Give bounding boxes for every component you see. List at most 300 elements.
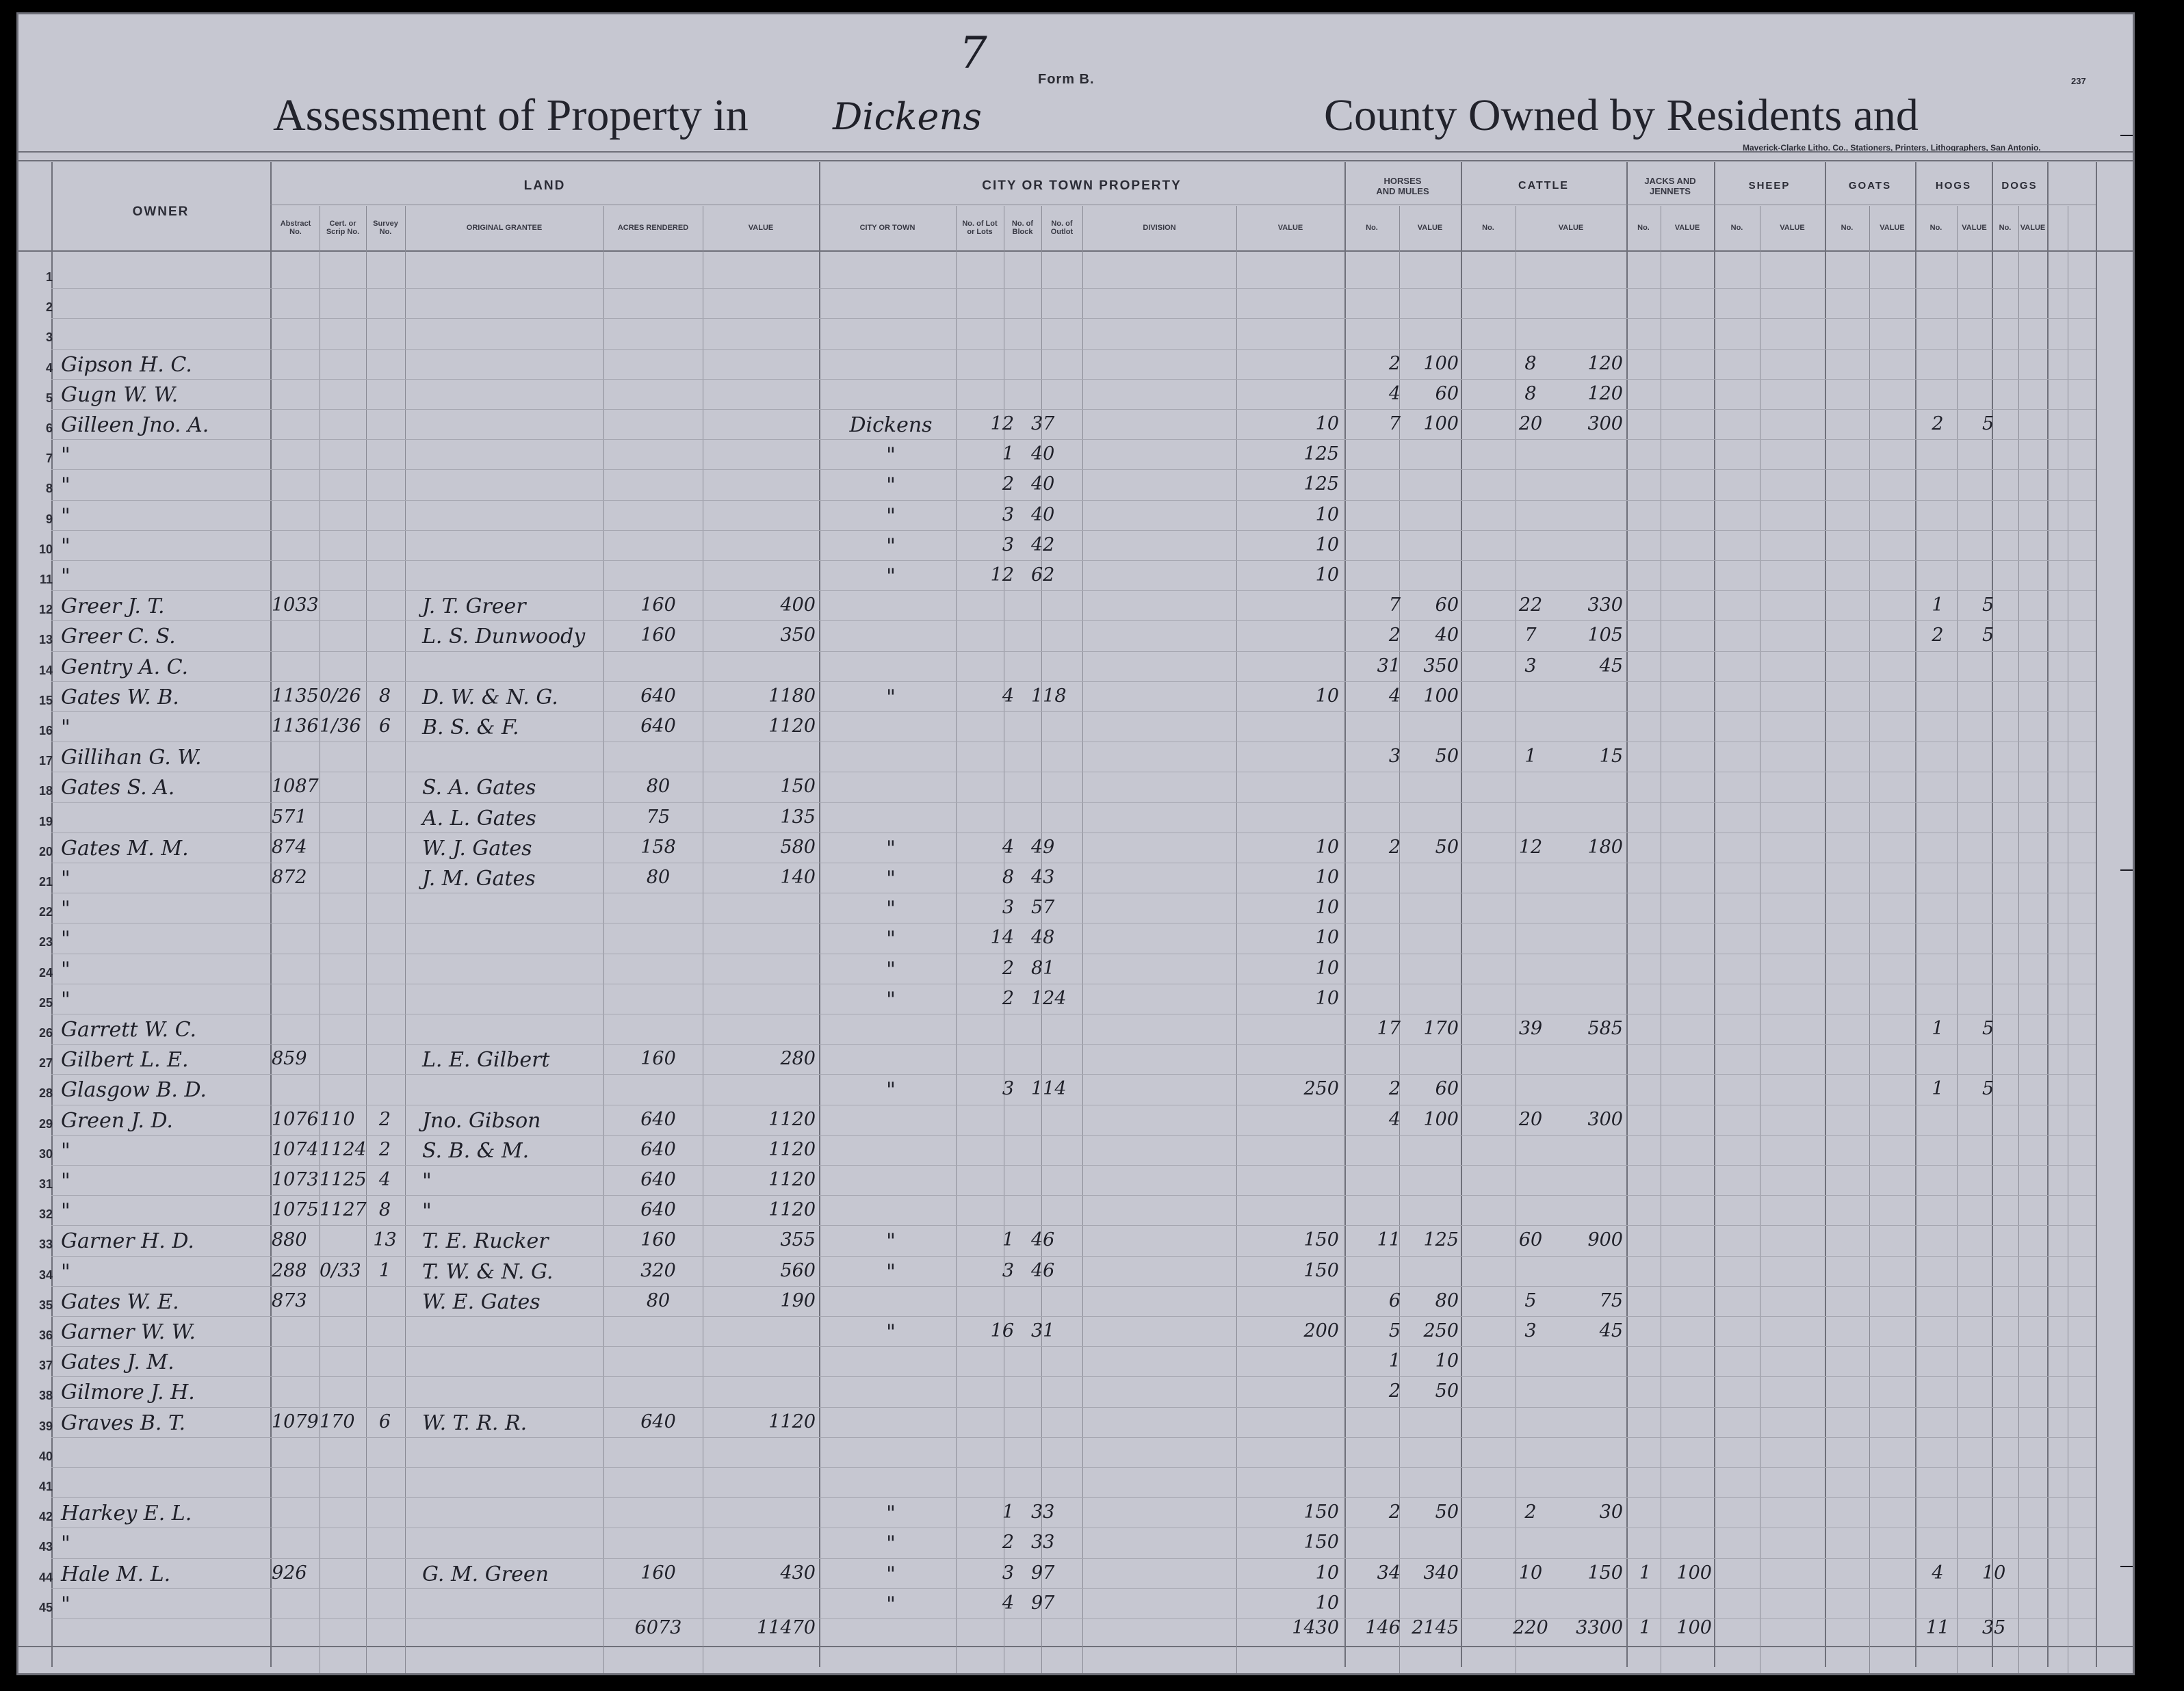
title-right: County Owned by Residents and	[1324, 90, 1919, 140]
row-line	[51, 1195, 2096, 1196]
grantee-cell: Jno. Gibson	[422, 1108, 541, 1133]
sheep-value-header: VALUE	[1780, 224, 1805, 232]
row-number: 34	[38, 1268, 53, 1282]
row-number: 25	[38, 995, 53, 1010]
horses-val-cell: 10	[1435, 1350, 1459, 1372]
owner-cell: Garner W. W.	[61, 1320, 196, 1344]
lot-cell: 1	[1002, 1502, 1014, 1523]
lot-cell: 1	[1002, 1229, 1014, 1251]
city-cell: "	[886, 987, 896, 1012]
city-cell: "	[886, 867, 896, 891]
block-cell: 46	[1031, 1259, 1055, 1281]
owner-cell: Garrett W. C.	[61, 1018, 197, 1042]
cert-cell: 1124	[320, 1138, 367, 1160]
owner-cell: "	[61, 534, 70, 558]
owner-cell: "	[61, 503, 70, 528]
cattle-no-cell: 60	[1518, 1229, 1543, 1251]
horses-val-cell: 100	[1423, 352, 1459, 374]
value-cell: 1120	[768, 1411, 816, 1432]
row-number: 17	[38, 754, 53, 768]
value-cell: 1120	[768, 1138, 816, 1160]
acres-cell: 160	[640, 1562, 676, 1584]
row-number: 39	[38, 1419, 53, 1433]
city-cell: "	[886, 534, 896, 558]
row-line	[51, 1588, 2096, 1589]
row-number: 24	[38, 965, 53, 980]
row-number: 26	[38, 1026, 53, 1040]
city-val-cell: 150	[1303, 1229, 1339, 1251]
value-cell: 580	[780, 836, 816, 858]
row-number: 22	[38, 905, 53, 919]
cattle-val-cell: 30	[1599, 1502, 1623, 1523]
cattle-header: CATTLE	[1518, 180, 1569, 192]
row-number: 42	[38, 1510, 53, 1524]
cert-scrip-header: Cert. or Scrip No.	[326, 220, 360, 236]
city-cell: "	[886, 1502, 896, 1526]
cattle-no-header: No.	[1482, 224, 1494, 232]
row-line	[51, 288, 2096, 289]
horses-val-cell: 100	[1423, 1108, 1459, 1130]
owner-cell: "	[61, 443, 70, 468]
value-cell: 11470	[757, 1616, 816, 1638]
lot-cell: 3	[1002, 1259, 1014, 1281]
grantee-cell: W. J. Gates	[422, 836, 532, 861]
owner-header: OWNER	[132, 205, 190, 219]
city-val-cell: 10	[1315, 927, 1339, 949]
city-cell: "	[886, 1320, 896, 1344]
survey-cell: 2	[378, 1138, 391, 1160]
row-line	[51, 379, 2096, 380]
land-value-header: VALUE	[748, 224, 774, 232]
row-number: 28	[38, 1086, 53, 1101]
owner-cell: "	[61, 957, 70, 982]
block-cell: 62	[1031, 564, 1055, 586]
cattle-no-cell: 5	[1524, 1289, 1537, 1311]
title-left: Assessment of Property in	[273, 90, 749, 140]
goats-value-header: VALUE	[1880, 224, 1905, 232]
city-val-cell: 10	[1315, 564, 1339, 586]
cattle-val-cell: 300	[1587, 413, 1623, 434]
cattle-val-cell: 45	[1599, 1320, 1623, 1341]
form-label: Form B.	[1038, 72, 1095, 87]
row-line	[51, 1225, 2096, 1226]
cattle-val-cell: 105	[1587, 625, 1623, 646]
cattle-value-header: VALUE	[1558, 224, 1584, 232]
grantee-cell: S. B. & M.	[422, 1138, 530, 1163]
horses-no-cell: 2	[1388, 352, 1401, 374]
county-name-handwritten: Dickens	[833, 95, 982, 138]
acres-rendered-header: ACRES RENDERED	[617, 224, 689, 232]
block-cell: 31	[1031, 1320, 1055, 1341]
city-val-cell: 125	[1303, 473, 1339, 495]
value-cell: 350	[780, 625, 816, 646]
block-cell: 40	[1031, 473, 1055, 495]
owner-cell: Gentry A. C.	[61, 655, 189, 679]
city-cell: "	[886, 503, 896, 528]
acres-cell: 640	[640, 1108, 676, 1130]
horses-no-cell: 11	[1377, 1229, 1401, 1251]
row-line	[51, 469, 2096, 470]
hogs-no-header: No.	[1929, 224, 1942, 232]
city-val-cell: 200	[1303, 1320, 1339, 1341]
row-line	[51, 1376, 2096, 1377]
survey-cell: 8	[378, 685, 391, 707]
row-number: 35	[38, 1298, 53, 1312]
row-number: 36	[38, 1328, 53, 1342]
city-cell: "	[886, 473, 896, 498]
hogs-val-cell: 10	[1982, 1562, 2006, 1584]
lot-cell: 2	[1002, 1532, 1014, 1554]
city-cell: Dickens	[849, 413, 933, 437]
city-cell: "	[886, 836, 896, 861]
abstract-cell: 859	[272, 1048, 307, 1070]
abstract-cell: 1079	[272, 1411, 319, 1432]
city-val-cell: 10	[1315, 836, 1339, 858]
horses-val-cell: 60	[1435, 382, 1459, 404]
abstract-cell: 1075	[272, 1199, 319, 1221]
owner-cell: Gates W. E.	[61, 1289, 179, 1314]
owner-cell: "	[61, 1592, 70, 1616]
row-number: 44	[38, 1570, 53, 1584]
row-line	[51, 1407, 2096, 1408]
row-number: 11	[39, 573, 53, 586]
acres-cell: 640	[640, 1199, 676, 1221]
goats-header: GOATS	[1848, 180, 1892, 192]
owner-cell: "	[61, 867, 70, 891]
block-cell: 97	[1031, 1592, 1055, 1614]
grantee-cell: D. W. & N. G.	[422, 685, 558, 709]
owner-cell: "	[61, 927, 70, 952]
horses-val-cell: 60	[1435, 1078, 1459, 1100]
owner-cell: "	[61, 1532, 70, 1556]
abstract-cell: 1074	[272, 1138, 319, 1160]
block-cell: 33	[1031, 1502, 1055, 1523]
horses-no-cell: 2	[1388, 1502, 1401, 1523]
row-line	[51, 590, 2096, 591]
division-header: DIVISION	[1143, 224, 1176, 232]
row-number: 16	[38, 724, 53, 737]
value-cell: 1120	[768, 716, 816, 737]
lot-no-header: No. of Lot or Lots	[962, 220, 998, 236]
horses-mules-header: HORSES AND MULES	[1376, 176, 1429, 196]
horses-no-cell: 1	[1388, 1350, 1401, 1372]
jacks-no-cell: 1	[1639, 1616, 1652, 1638]
row-number: 43	[38, 1540, 53, 1554]
value-cell: 140	[780, 867, 816, 888]
city-val-cell: 10	[1315, 1562, 1339, 1584]
outlot-no-header: No. of Outlot	[1050, 220, 1074, 236]
city-val-cell: 150	[1303, 1259, 1339, 1281]
row-number: 7	[45, 451, 53, 466]
block-cell: 40	[1031, 503, 1055, 525]
cattle-no-cell: 220	[1513, 1616, 1548, 1638]
row-line	[51, 1437, 2096, 1438]
survey-cell: 1	[378, 1259, 391, 1281]
owner-cell: Glasgow B. D.	[61, 1078, 207, 1103]
horses-val-cell: 2145	[1412, 1616, 1459, 1638]
corner-number: 237	[2071, 76, 2086, 86]
cattle-no-cell: 22	[1518, 594, 1543, 616]
cattle-val-cell: 45	[1599, 655, 1623, 677]
city-cell: "	[886, 1078, 896, 1103]
block-cell: 37	[1031, 413, 1055, 434]
horses-no-cell: 2	[1388, 1078, 1401, 1100]
city-val-cell: 10	[1315, 1592, 1339, 1614]
row-number: 31	[38, 1177, 53, 1191]
row-number: 1	[45, 270, 53, 284]
row-number: 30	[38, 1146, 53, 1161]
city-cell: "	[886, 957, 896, 982]
cattle-no-cell: 8	[1524, 382, 1537, 404]
owner-cell: Gilleen Jno. A.	[61, 413, 209, 437]
row-line	[51, 1346, 2096, 1347]
grantee-cell: L. E. Gilbert	[422, 1048, 550, 1073]
lot-cell: 4	[1002, 836, 1014, 858]
cert-cell: 0/33	[320, 1259, 361, 1281]
abstract-cell: 1076	[272, 1108, 319, 1130]
acres-cell: 640	[640, 1138, 676, 1160]
owner-cell: "	[61, 1259, 70, 1284]
value-cell: 1120	[768, 1108, 816, 1130]
city-val-cell: 150	[1303, 1532, 1339, 1554]
horses-val-cell: 50	[1435, 1380, 1459, 1402]
lot-cell: 2	[1002, 957, 1014, 979]
cattle-no-cell: 12	[1518, 836, 1543, 858]
jacks-value-header: VALUE	[1674, 224, 1700, 232]
horses-no-header: No.	[1366, 224, 1378, 232]
row-line	[51, 439, 2096, 440]
hogs-no-cell: 1	[1932, 1078, 1944, 1100]
acres-cell: 160	[640, 1048, 676, 1070]
row-number: 6	[45, 421, 53, 435]
acres-cell: 160	[640, 625, 676, 646]
lot-cell: 2	[1002, 473, 1014, 495]
survey-cell: 6	[378, 716, 391, 737]
owner-cell: Gates W. B.	[61, 685, 179, 709]
owner-cell: Hale M. L.	[61, 1562, 171, 1586]
horses-no-cell: 2	[1388, 836, 1401, 858]
block-cell: 40	[1031, 443, 1055, 465]
row-number: 27	[38, 1056, 53, 1071]
row-number: 10	[38, 542, 53, 556]
row-line	[51, 681, 2096, 682]
acres-cell: 640	[640, 1411, 676, 1432]
horses-val-cell: 250	[1423, 1320, 1459, 1341]
value-cell: 190	[780, 1289, 816, 1311]
row-number: 14	[38, 663, 53, 677]
dogs-header: DOGS	[2001, 180, 2038, 192]
cattle-no-cell: 20	[1518, 413, 1543, 434]
city-val-cell: 150	[1303, 1502, 1339, 1523]
block-cell: 57	[1031, 897, 1055, 919]
city-cell: "	[886, 564, 896, 588]
horses-val-cell: 50	[1435, 836, 1459, 858]
row-number: 2	[45, 300, 53, 315]
hogs-val-cell: 35	[1982, 1616, 2006, 1638]
horses-val-cell: 100	[1423, 413, 1459, 434]
block-cell: 46	[1031, 1229, 1055, 1251]
city-or-town-header: CITY OR TOWN	[859, 224, 915, 232]
owner-cell: Harkey E. L.	[61, 1502, 192, 1526]
land-header: LAND	[523, 179, 566, 193]
horses-no-cell: 4	[1388, 382, 1401, 404]
abstract-cell: 874	[272, 836, 307, 858]
row-line	[51, 1558, 2096, 1559]
city-cell: "	[886, 927, 896, 952]
owner-cell: Garner H. D.	[61, 1229, 194, 1254]
block-cell: 97	[1031, 1562, 1055, 1584]
row-line	[51, 1497, 2096, 1498]
cattle-no-cell: 2	[1524, 1502, 1537, 1523]
city-cell: "	[886, 443, 896, 468]
cert-cell: 1/36	[320, 716, 361, 737]
hogs-no-cell: 1	[1932, 1018, 1944, 1039]
block-cell: 49	[1031, 836, 1055, 858]
cattle-val-cell: 120	[1587, 382, 1623, 404]
row-number: 8	[45, 482, 53, 496]
owner-cell: Gilbert L. E.	[61, 1048, 189, 1073]
lot-cell: 12	[990, 413, 1014, 434]
cattle-val-cell: 300	[1587, 1108, 1623, 1130]
row-number: 29	[38, 1116, 53, 1131]
hogs-no-cell: 4	[1932, 1562, 1944, 1584]
abstract-cell: 1073	[272, 1169, 319, 1190]
value-cell: 560	[780, 1259, 816, 1281]
row-number: 13	[38, 633, 53, 647]
row-number: 15	[38, 693, 53, 707]
cert-cell: 0/26	[320, 685, 361, 707]
acres-cell: 640	[640, 1169, 676, 1190]
horses-no-cell: 4	[1388, 685, 1401, 707]
cert-cell: 110	[320, 1108, 355, 1130]
row-number: 38	[38, 1389, 53, 1403]
row-number: 40	[38, 1449, 53, 1463]
survey-cell: 8	[378, 1199, 391, 1221]
value-cell: 400	[780, 594, 816, 616]
page-number-handwritten: 7	[959, 28, 987, 79]
grantee-cell: B. S. & F.	[422, 716, 519, 739]
value-cell: 150	[780, 776, 816, 798]
cert-cell: 1125	[320, 1169, 367, 1190]
horses-val-cell: 40	[1435, 625, 1459, 646]
row-number: 23	[38, 935, 53, 949]
city-cell: "	[886, 1562, 896, 1586]
abstract-cell: 571	[272, 806, 307, 828]
cattle-no-cell: 8	[1524, 352, 1537, 374]
row-number: 33	[38, 1237, 53, 1252]
hogs-val-cell: 5	[1982, 625, 1994, 646]
owner-cell: "	[61, 564, 70, 588]
city-cell: "	[886, 685, 896, 709]
horses-val-cell: 50	[1435, 746, 1459, 768]
cattle-val-cell: 585	[1587, 1018, 1623, 1039]
city-val-cell: 10	[1315, 534, 1339, 555]
cattle-no-cell: 20	[1518, 1108, 1543, 1130]
value-cell: 135	[780, 806, 816, 828]
cattle-no-cell: 3	[1524, 655, 1537, 677]
city-val-cell: 10	[1315, 503, 1339, 525]
dogs-no-header: No.	[1999, 224, 2012, 232]
cattle-val-cell: 900	[1587, 1229, 1623, 1251]
city-cell: "	[886, 1229, 896, 1254]
survey-no-header: Survey No.	[373, 220, 398, 236]
cert-cell: 170	[320, 1411, 355, 1432]
city-val-cell: 10	[1315, 413, 1339, 434]
cert-cell: 1127	[320, 1199, 367, 1221]
city-cell: "	[886, 1532, 896, 1556]
hogs-header: HOGS	[1935, 180, 1972, 192]
cattle-no-cell: 3	[1524, 1320, 1537, 1341]
survey-cell: 6	[378, 1411, 391, 1432]
abstract-no-header: Abstract No.	[280, 220, 311, 236]
owner-cell: Gipson H. C.	[61, 352, 192, 377]
block-cell: 42	[1031, 534, 1055, 555]
owner-cell: "	[61, 1169, 70, 1193]
jacks-no-header: No.	[1637, 224, 1650, 232]
acres-cell: 80	[646, 867, 671, 888]
value-cell: 280	[780, 1048, 816, 1070]
value-cell: 1180	[768, 685, 816, 707]
lot-cell: 2	[1002, 987, 1014, 1009]
owner-cell: "	[61, 1138, 70, 1163]
row-number: 32	[38, 1207, 53, 1222]
abstract-cell: 872	[272, 867, 307, 888]
horses-val-cell: 350	[1423, 655, 1459, 677]
horses-val-cell: 50	[1435, 1502, 1459, 1523]
lot-cell: 8	[1002, 867, 1014, 888]
lot-cell: 3	[1002, 897, 1014, 919]
acres-cell: 80	[646, 1289, 671, 1311]
city-val-cell: 1430	[1292, 1616, 1339, 1638]
lot-cell: 16	[990, 1320, 1014, 1341]
owner-cell: Graves B. T.	[61, 1411, 186, 1435]
row-line	[51, 711, 2096, 712]
row-line	[51, 560, 2096, 561]
acres-cell: 75	[646, 806, 671, 828]
grantee-cell: W. E. Gates	[422, 1289, 541, 1314]
row-number: 3	[45, 330, 53, 345]
horses-val-cell: 170	[1423, 1018, 1459, 1039]
horses-no-cell: 3	[1388, 746, 1401, 768]
acres-cell: 640	[640, 716, 676, 737]
cattle-val-cell: 15	[1599, 746, 1623, 768]
horses-no-cell: 31	[1377, 655, 1401, 677]
survey-cell: 13	[373, 1229, 397, 1251]
row-line	[51, 1316, 2096, 1317]
cattle-val-cell: 120	[1587, 352, 1623, 374]
abstract-cell: 873	[272, 1289, 307, 1311]
city-town-header: CITY OR TOWN PROPERTY	[982, 179, 1182, 193]
row-number: 18	[38, 784, 53, 798]
horses-no-cell: 7	[1388, 413, 1401, 434]
lot-cell: 4	[1002, 1592, 1014, 1614]
row-number: 37	[38, 1359, 53, 1373]
cattle-no-cell: 10	[1518, 1562, 1543, 1584]
lot-cell: 3	[1002, 1078, 1014, 1100]
block-cell: 43	[1031, 867, 1055, 888]
row-line	[51, 802, 2096, 803]
row-line	[51, 530, 2096, 531]
sheep-header: SHEEP	[1748, 180, 1791, 192]
hogs-value-header: VALUE	[1962, 224, 1987, 232]
horses-val-cell: 340	[1423, 1562, 1459, 1584]
owner-cell: Gilmore J. H.	[61, 1380, 195, 1405]
horses-val-cell: 60	[1435, 594, 1459, 616]
row-line	[51, 1074, 2096, 1075]
owner-cell: Gillihan G. W.	[61, 746, 202, 770]
jacks-jennets-header: JACKS AND JENNETS	[1644, 176, 1696, 196]
value-cell: 430	[780, 1562, 816, 1584]
